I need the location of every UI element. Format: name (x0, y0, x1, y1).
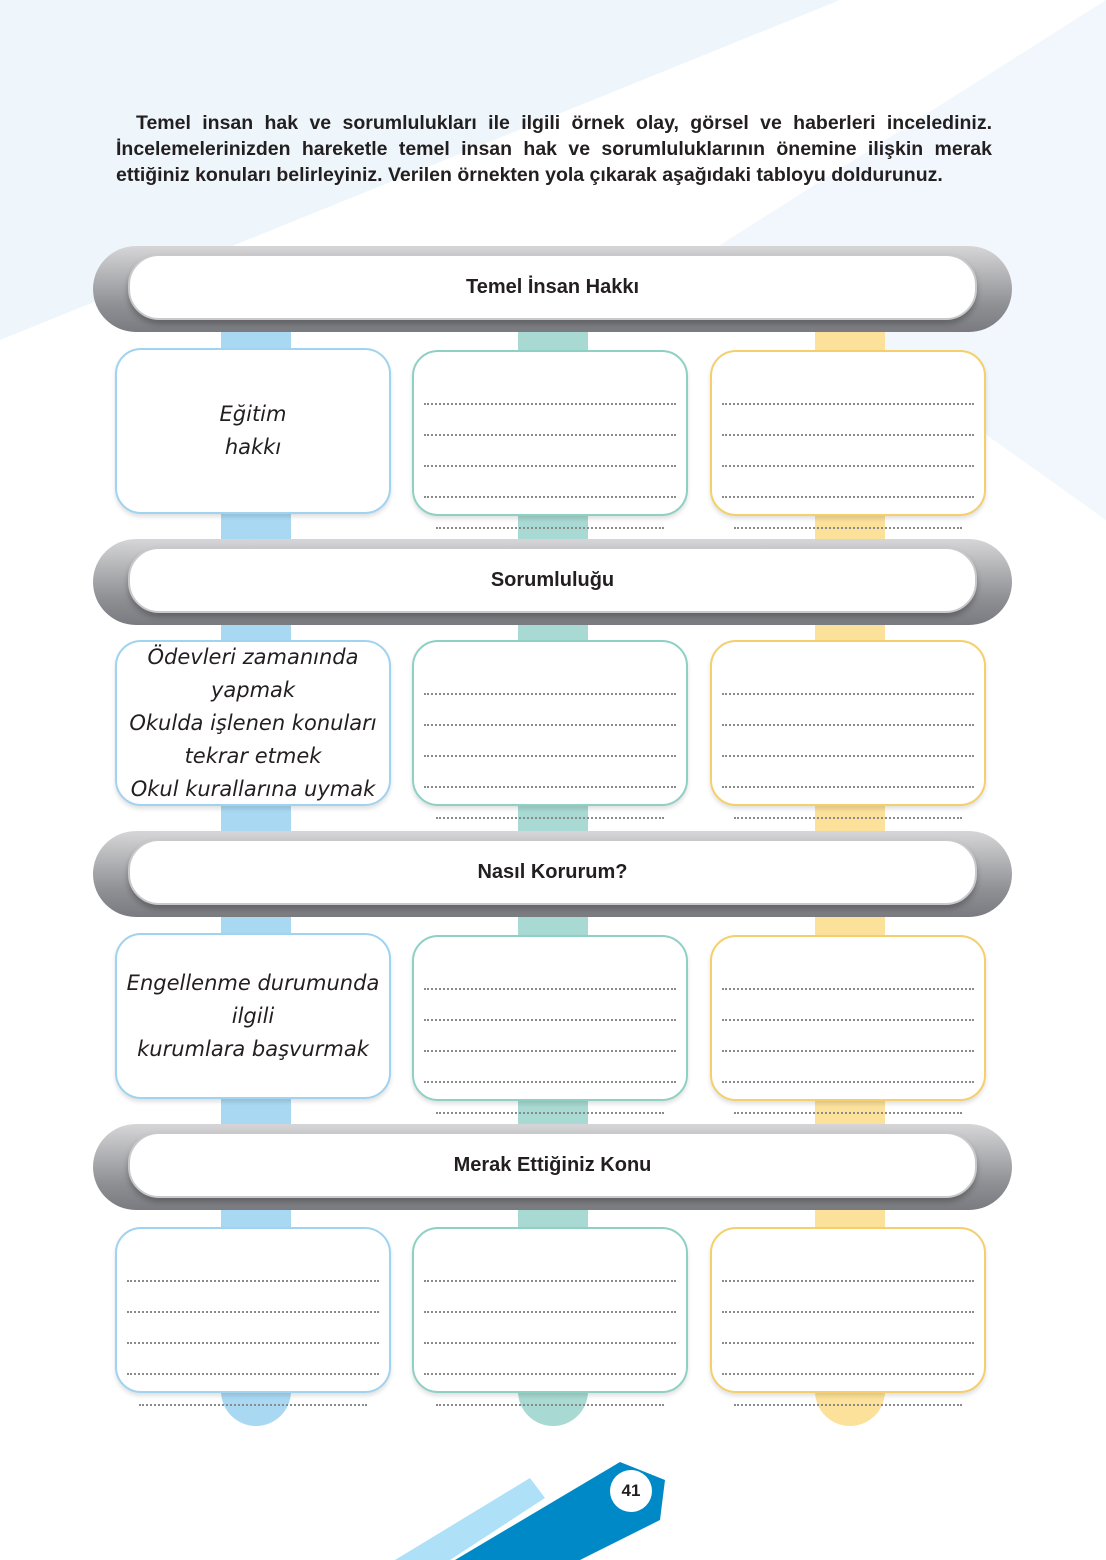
section-title: Sorumluluğu (490, 568, 615, 591)
section-header-band (93, 539, 1012, 625)
section-title: Temel İnsan Hakkı (465, 275, 640, 298)
answer-box[interactable] (710, 1227, 986, 1393)
answer-box[interactable] (710, 935, 986, 1101)
answer-box[interactable] (710, 350, 986, 516)
answer-box[interactable] (710, 640, 986, 806)
section-header-pill (128, 547, 977, 613)
section-header-pill (128, 254, 977, 320)
answer-box[interactable] (412, 350, 688, 516)
section-header-band (93, 831, 1012, 917)
section-header-band (93, 1124, 1012, 1210)
answer-box[interactable] (412, 935, 688, 1101)
section-header-pill (128, 1132, 977, 1198)
answer-box[interactable] (412, 640, 688, 806)
section-header-band (93, 246, 1012, 332)
example-box (115, 933, 391, 1099)
instructions-text: Temel insan hak ve sorumlulukları ile ilgili örnek olay, görsel ve haberleri incelediniz. İncelemelerinizden hareketle temel insan hak ve sorumluluklarının önemine ilişkin merak ettiğiniz konuları belirleyiniz. Verilen örnekten yola çıkarak aşağıdaki tabloyu doldurunuz. (116, 112, 992, 186)
section-title: Nasıl Korurum? (477, 860, 628, 883)
example-box (115, 348, 391, 514)
handwritten-example: Ödevleri zamanında yapmak Okulda işlenen konuları tekrar etmek Okul kurallarına uymak (129, 644, 377, 801)
section-title: Merak Ettiğiniz Konu (453, 1153, 652, 1176)
answer-box[interactable] (412, 1227, 688, 1393)
answer-box[interactable] (115, 1227, 391, 1393)
handwritten-example: Engellenme durumunda ilgili kurumlara başvurmak (126, 970, 380, 1061)
section-header-pill (128, 839, 977, 905)
handwritten-example: Eğitim hakkı (219, 402, 287, 459)
page-number: 41 (610, 1470, 652, 1512)
example-box (115, 640, 391, 806)
